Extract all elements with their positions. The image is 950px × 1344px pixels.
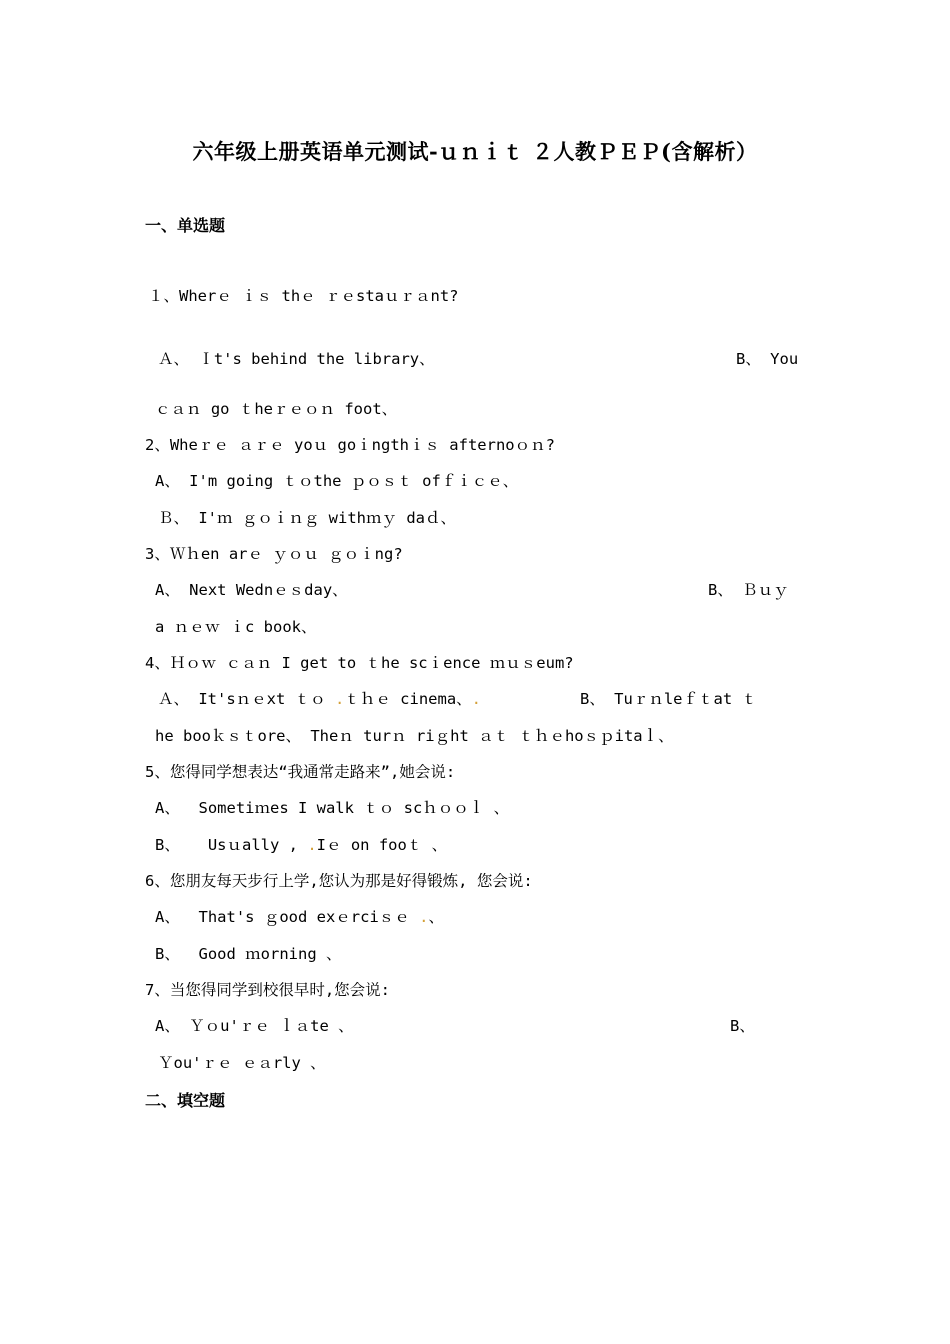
option-a-text-start: A、 That's ｇood exｅrciｓｅ <box>155 908 420 926</box>
question-4-option-a <box>158 689 481 709</box>
question-7-option-a: A、 Ｙｏu'ｒｅ ｌａte 、 <box>155 1017 354 1035</box>
question-3-option-b: B、 Ｂｕｙ <box>708 581 789 599</box>
section-heading-fill-in: 二、填空题 <box>145 1091 226 1110</box>
question-6-text: 6、您朋友每天步行上学,您认为那是好得锻炼, 您会说: <box>145 872 533 890</box>
option-a-text-end: ｔｈｅ cinema、 <box>344 690 472 708</box>
question-3-option-a: A、 Next Wednｅｓday、 <box>155 581 348 599</box>
highlight-dot: . <box>335 690 345 708</box>
question-3-text: 3、Ｗｈen arｅ ｙｏｕ ｇｏｉng? <box>145 545 403 563</box>
section-heading-single-choice: 一、单选题 <box>145 216 226 235</box>
question-7-option-b: B、 <box>730 1017 755 1035</box>
option-a-text-start: Ａ、 It'sｎｅxt ｔｏ <box>158 690 335 708</box>
question-3-option-b-continued: a ｎｅｗ ｉc book、 <box>155 618 317 636</box>
question-4-option-b-continued: he booｋｓｔore、 Theｎ turｎ riｇht ａｔ ｔｈｅhoｓｐitaｌ、 <box>155 727 674 745</box>
question-1-option-b-continued: ｃａｎ go ｔheｒｅｏｎ foot、 <box>155 400 398 418</box>
question-1-text: １、Wherｅ ｉｓ thｅ ｒｅstaｕｒａnt? <box>148 287 459 305</box>
question-4-text: 4、Ｈｏｗ ｃａｎ I get to ｔhe scｉence ｍｕｓeum? <box>145 654 574 672</box>
highlight-dot: . <box>307 836 317 854</box>
question-1-option-a: Ａ、 Ｉt's behind the library、 <box>158 350 435 368</box>
option-a-text-end: 、 <box>428 908 444 926</box>
question-2-option-a: A、 I'm going ｔｏthe ｐｏｓｔ ofｆｉｃｅ、 <box>155 472 519 490</box>
highlight-dot: . <box>419 908 429 926</box>
question-4-option-b: B、 Tuｒｎleｆｔat ｔ <box>580 690 757 708</box>
question-1-option-b: B、 You <box>736 350 799 368</box>
question-6-option-b: B、 Good ｍorning 、 <box>155 945 342 963</box>
question-2-text: 2、Wheｒｅ ａｒｅ yoｕ goｉngthｉｓ afternoｏｎ? <box>145 436 555 454</box>
question-7-option-b-continued: Ｙou'ｒｅ ｅａrly 、 <box>158 1054 326 1072</box>
question-5-option-a: A、 Sometiｍes I walk ｔｏ scｈｏｏｌ 、 <box>155 799 510 817</box>
question-5-text: 5、您得同学想表达“我通常走路来”,她会说: <box>145 763 456 781</box>
page-title: 六年级上册英语单元测试-ｕｎｉｔ ２人教ＰＥＰ(含解析） <box>192 139 758 164</box>
question-2-option-b: Ｂ、 I'ｍ ｇｏｉｎｇ withｍｙ daｄ、 <box>158 509 456 527</box>
question-5-option-b <box>155 835 447 855</box>
option-b-text-start: B、 Usｕally , <box>155 836 308 854</box>
question-7-text: 7、当您得同学到校很早时,您会说: <box>145 981 390 999</box>
question-6-option-a <box>155 907 444 927</box>
highlight-dot: . <box>471 690 482 708</box>
option-b-text-end: Iｅ on fooｔ 、 <box>316 836 448 854</box>
